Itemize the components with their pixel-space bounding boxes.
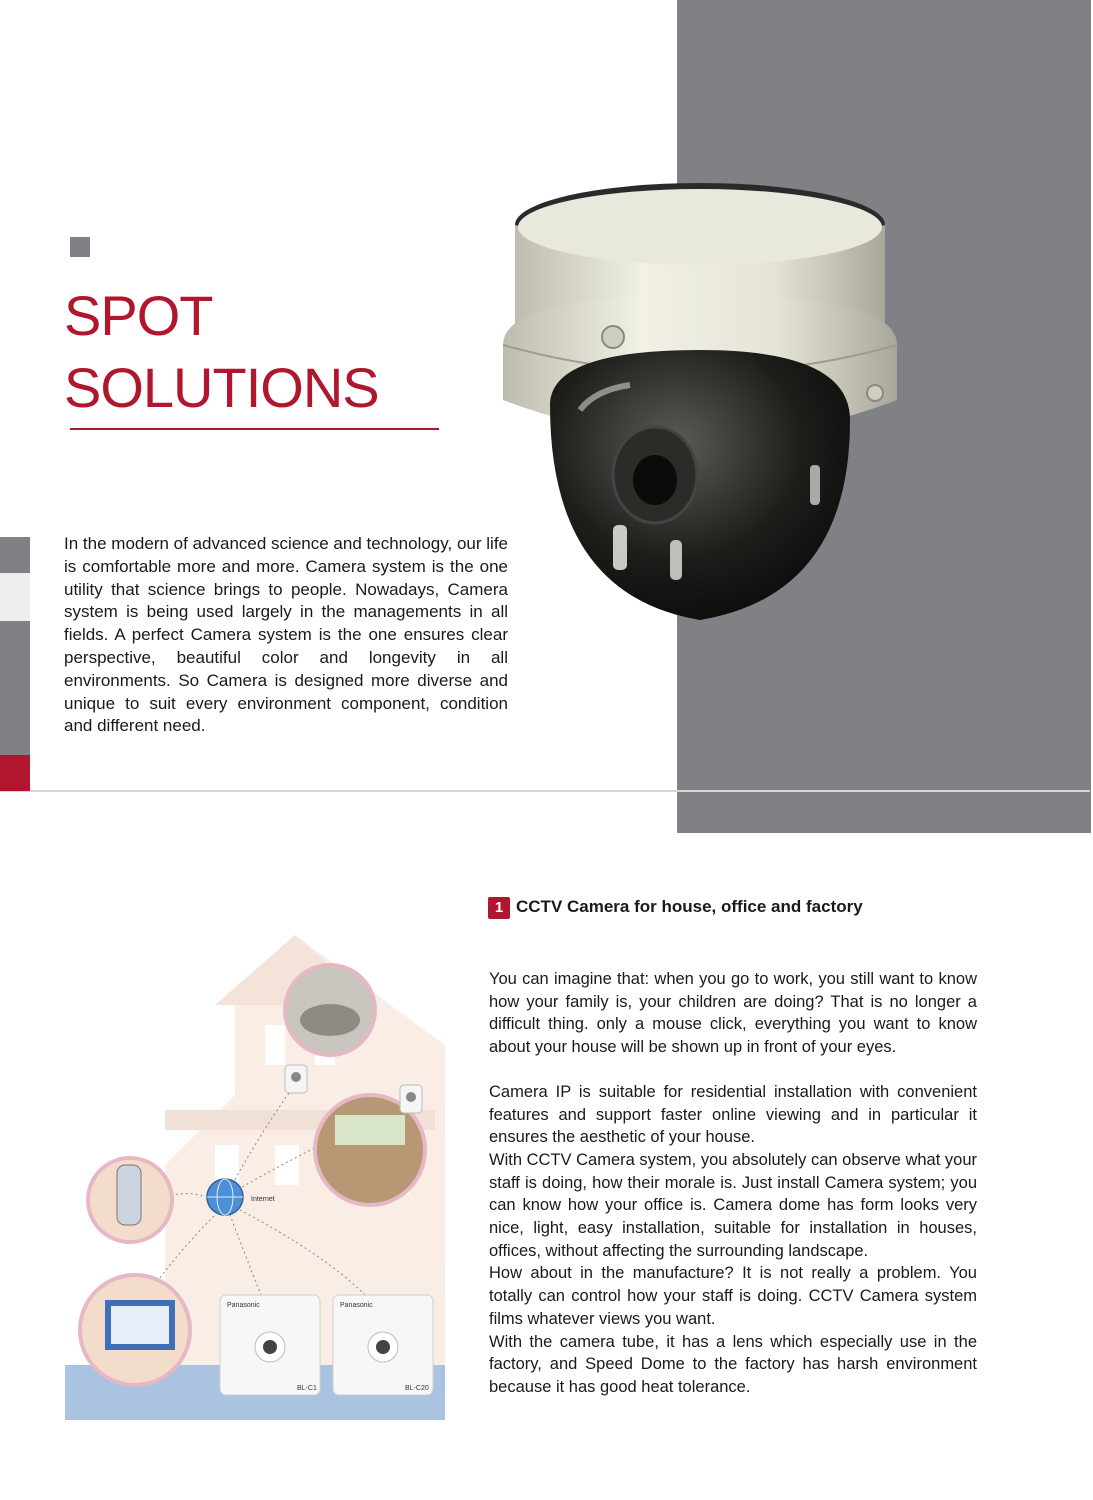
body-paragraph-5: With the camera tube, it has a lens which especially use in the factory, and Speed Dome to the factory has harsh environment because it has good heat tolerance. — [489, 1332, 977, 1396]
camera1-model: BL-C1 — [297, 1385, 317, 1392]
internet-label: Internet — [251, 1196, 275, 1203]
section-number-badge: 1 — [488, 897, 510, 919]
body-paragraph-1: You can imagine that: when you go to work, you still want to know how your family is, your children are doing? That is no longer a difficult thing. only a mouse click, everything you want to know about your house will be shown up in front of your eyes. — [489, 970, 977, 1057]
camera2-brand: Panasonic — [340, 1302, 373, 1309]
body-paragraph-4: How about in the manufacture? It is not really a problem. You totally can control how your staff is doing. CCTV Camera system films whatever views you want. — [489, 1264, 977, 1328]
section-body — [489, 968, 977, 1399]
camera2-model: BL-C20 — [405, 1385, 429, 1392]
section-heading: CCTV Camera for house, office and factory — [516, 897, 863, 916]
title-marker-square — [70, 237, 90, 257]
page-title — [64, 280, 379, 424]
title-underline — [70, 428, 439, 430]
network-camera-illustration — [65, 935, 445, 1420]
side-strip-gray-2 — [0, 621, 30, 755]
side-strip-red — [0, 755, 30, 791]
body-paragraph-2: Camera IP is suitable for residential installation with convenient features and support faster online viewing and in particular it ensures the aesthetic of your house. — [489, 1082, 977, 1147]
title-line-2: SOLUTIONS — [64, 356, 379, 419]
camera1-brand: Panasonic — [227, 1302, 260, 1309]
side-strip-light — [0, 573, 30, 621]
dome-camera-image — [495, 175, 905, 625]
title-line-1: SPOT — [64, 284, 213, 347]
body-paragraph-3: With CCTV Camera system, you absolutely can observe what your staff is doing, how their morale is. Just install Camera system; you can know how your office is. Camera dome has form looks very nice, light, easy installation, suitable for installation in houses, offices, without affecting the surrounding landscape. — [489, 1150, 977, 1260]
section-divider — [0, 790, 1090, 792]
side-strip-gray-1 — [0, 537, 30, 573]
intro-paragraph: In the modern of advanced science and technology, our life is comfortable more and more. Camera system is the one utility that science brings to people. Nowadays, Camera system is being used largely in the managements in all fields. A perfect Camera system is the one ensures clear perspective, beautiful color and longevity in all environments. So Camera is designed more diverse and unique to suit every environment component, condition and different need. — [64, 534, 508, 736]
